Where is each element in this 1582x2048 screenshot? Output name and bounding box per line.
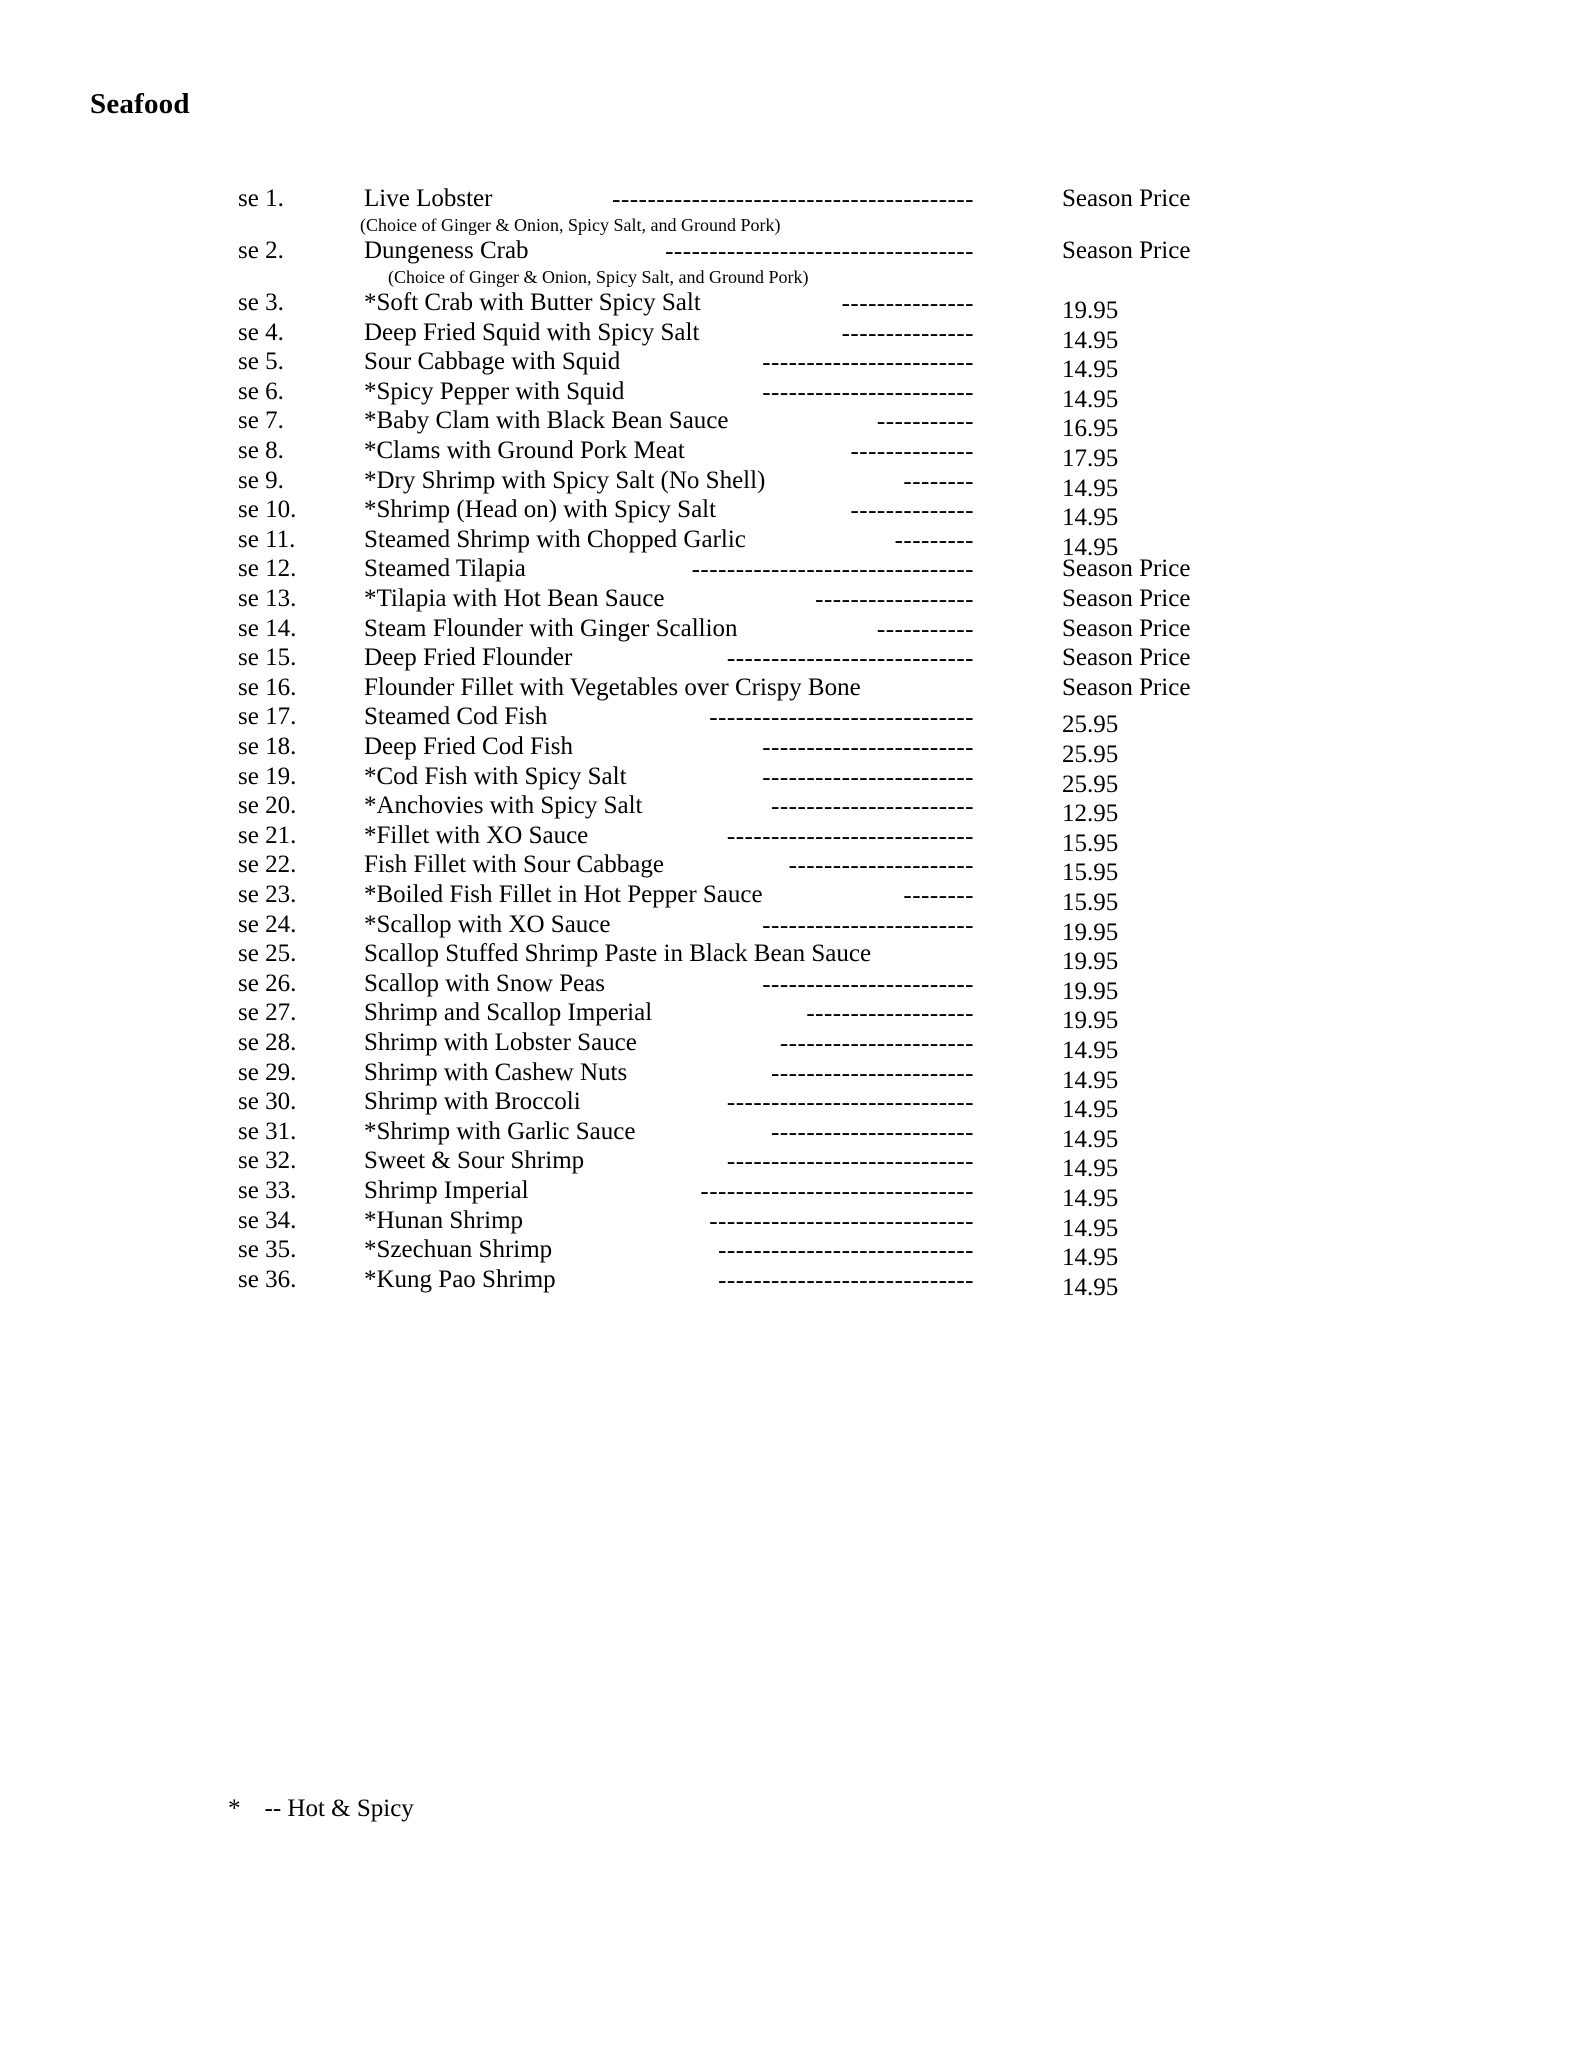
item-code: se 27. (238, 999, 297, 1027)
item-code: se 36. (238, 1265, 297, 1293)
item-name: Sour Cabbage with Squid (364, 348, 621, 376)
item-name: *Shrimp (Head on) with Spicy Salt (364, 496, 717, 524)
item-code: se 4. (238, 318, 284, 346)
item-price: 12.95 (1062, 800, 1119, 828)
item-code: se 19. (238, 762, 297, 790)
item-code: se 12. (238, 555, 297, 583)
leader-dashes: ------------------------ (762, 349, 974, 377)
item-code: se 30. (238, 1088, 297, 1116)
item-code: se 25. (238, 940, 297, 968)
item-price: 19.95 (1062, 977, 1119, 1005)
leader-dashes: ----------------------- (771, 793, 974, 821)
item-price: 14.95 (1062, 1037, 1119, 1064)
item-name: Steam Flounder with Ginger Scallion (364, 614, 738, 642)
item-code: se 11. (238, 525, 296, 553)
item-code: se 22. (238, 851, 297, 879)
leader-dashes: --------------------- (788, 852, 974, 880)
item-price: Season Price (1062, 585, 1191, 612)
item-name: Scallop with Snow Peas (364, 969, 605, 997)
leader-dashes: --------------- (841, 319, 974, 347)
leader-dashes: ----------- (876, 408, 974, 436)
leader-dashes: ------------------------------ (709, 1207, 974, 1235)
item-price: 14.95 (1062, 385, 1119, 413)
item-price: 15.95 (1062, 889, 1119, 916)
item-code: se 6. (238, 377, 284, 405)
item-code: se 32. (238, 1147, 297, 1175)
menu-row (0, 237, 1582, 287)
item-code: se 5. (238, 348, 284, 376)
leader-dashes: ------------------------ (762, 734, 974, 761)
item-name: *Tilapia with Hot Bean Sauce (364, 585, 665, 612)
item-price: 14.95 (1062, 474, 1119, 502)
item-price: 25.95 (1062, 741, 1119, 768)
item-price: 15.95 (1062, 859, 1119, 887)
item-name: Live Lobster (364, 185, 493, 212)
leader-dashes: ---------------------- (779, 1030, 974, 1057)
item-price: Season Price (1062, 185, 1191, 212)
item-price: 14.95 (1062, 1273, 1119, 1301)
leader-dashes: ------------------ (815, 586, 974, 613)
leader-dashes: ---------------------------- (726, 645, 974, 673)
item-price: 25.95 (1062, 711, 1119, 739)
leader-dashes: ---------------------------- (726, 1148, 974, 1176)
leader-dashes: --------------- (841, 290, 974, 317)
item-price: 14.95 (1062, 1066, 1119, 1094)
item-price: Season Price (1062, 673, 1191, 701)
item-code: se 35. (238, 1236, 297, 1264)
item-code: se 15. (238, 644, 297, 672)
leader-dashes: ------------------- (806, 1000, 974, 1028)
item-name: Flounder Fillet with Vegetables over Crispy Bone (364, 673, 861, 701)
item-code: se 1. (238, 185, 284, 212)
footnote (228, 1795, 414, 1823)
item-price: 16.95 (1062, 415, 1119, 443)
item-name: *Kung Pao Shrimp (364, 1265, 556, 1293)
item-code: se 8. (238, 437, 284, 464)
item-code: se 9. (238, 466, 284, 494)
menu-row (0, 1266, 1582, 1304)
item-name: Shrimp and Scallop Imperial (364, 999, 653, 1027)
leader-dashes: --------- (894, 526, 974, 554)
item-price: 14.95 (1062, 1214, 1119, 1242)
item-name: Fish Fillet with Sour Cabbage (364, 851, 664, 879)
item-code: se 20. (238, 792, 297, 820)
leader-dashes: ------------------------ (762, 911, 974, 939)
item-code: se 21. (238, 821, 297, 849)
item-code: se 17. (238, 703, 297, 731)
item-price: 19.95 (1062, 297, 1119, 324)
item-price: Season Price (1062, 644, 1191, 672)
item-name: *Shrimp with Garlic Sauce (364, 1117, 636, 1145)
item-code: se 31. (238, 1117, 297, 1145)
item-price: Season Price (1062, 614, 1191, 642)
leader-dashes: ----------- (876, 615, 974, 643)
leader-dashes: ------------------------ (762, 378, 974, 406)
item-code: se 24. (238, 910, 297, 938)
menu-row (0, 185, 1582, 235)
item-price: 14.95 (1062, 1155, 1119, 1183)
item-name: *Scallop with XO Sauce (364, 910, 611, 938)
item-name: *Baby Clam with Black Bean Sauce (364, 407, 729, 435)
page-title: Seafood (90, 88, 190, 120)
item-price: 19.95 (1062, 948, 1119, 976)
item-price: 25.95 (1062, 770, 1119, 798)
leader-dashes: ----------------------------- (718, 1266, 974, 1294)
item-name: *Spicy Pepper with Squid (364, 377, 625, 405)
item-price: 14.95 (1062, 533, 1119, 561)
leader-dashes: -------- (903, 467, 974, 495)
leader-dashes: -------------- (850, 438, 974, 465)
item-name: Shrimp with Broccoli (364, 1088, 581, 1116)
item-name: *Clams with Ground Pork Meat (364, 437, 685, 464)
hot-spicy-star: * (228, 1795, 241, 1822)
item-price: 14.95 (1062, 326, 1119, 354)
item-name: Shrimp with Cashew Nuts (364, 1058, 628, 1086)
hot-spicy-label: -- Hot & Spicy (264, 1795, 414, 1822)
item-code: se 34. (238, 1206, 297, 1234)
leader-dashes: -------------------------------- (691, 556, 974, 584)
item-name: *Fillet with XO Sauce (364, 821, 589, 849)
item-price: 14.95 (1062, 356, 1119, 384)
item-note: (Choice of Ginger & Onion, Spicy Salt, and Ground Pork) (360, 215, 781, 235)
item-note: (Choice of Ginger & Onion, Spicy Salt, and Ground Pork) (388, 267, 809, 287)
item-name: Deep Fried Cod Fish (364, 733, 574, 760)
item-name: *Anchovies with Spicy Salt (364, 792, 643, 820)
item-code: se 29. (238, 1058, 297, 1086)
item-name: Shrimp Imperial (364, 1177, 529, 1204)
item-price: 14.95 (1062, 1125, 1119, 1153)
item-name: Sweet & Sour Shrimp (364, 1147, 585, 1175)
item-name: Steamed Tilapia (364, 555, 526, 583)
item-name: *Soft Crab with Butter Spicy Salt (364, 289, 701, 316)
item-price: 17.95 (1062, 445, 1119, 472)
item-price: 14.95 (1062, 1244, 1119, 1272)
item-price: 14.95 (1062, 1185, 1119, 1212)
item-price: Season Price (1062, 237, 1191, 264)
leader-dashes: ----------------------- (771, 1059, 974, 1087)
item-code: se 13. (238, 585, 297, 612)
item-name: *Boiled Fish Fillet in Hot Pepper Sauce (364, 881, 763, 908)
leader-dashes: ---------------------------- (726, 1089, 974, 1117)
item-code: se 2. (238, 237, 284, 264)
item-code: se 3. (238, 289, 284, 316)
leader-dashes: ----------------------- (771, 1118, 974, 1146)
item-name: Shrimp with Lobster Sauce (364, 1029, 637, 1056)
item-code: se 16. (238, 673, 297, 701)
item-name: *Szechuan Shrimp (364, 1236, 553, 1264)
item-code: se 28. (238, 1029, 297, 1056)
item-name: Steamed Cod Fish (364, 703, 548, 731)
item-price: 14.95 (1062, 504, 1119, 532)
item-name: *Hunan Shrimp (364, 1206, 524, 1234)
leader-dashes: ------------------------ (762, 970, 974, 998)
leader-dashes: -------- (903, 882, 974, 909)
item-price: 19.95 (1062, 1007, 1119, 1035)
item-code: se 18. (238, 733, 297, 760)
item-name: *Cod Fish with Spicy Salt (364, 762, 627, 790)
leader-dashes: ------------------------ (762, 763, 974, 791)
item-price: 15.95 (1062, 829, 1119, 857)
item-code: se 14. (238, 614, 297, 642)
item-name: Deep Fried Squid with Spicy Salt (364, 318, 700, 346)
item-price: Season Price (1062, 555, 1191, 583)
leader-dashes: ----------------------------------------- (612, 186, 974, 213)
item-code: se 26. (238, 969, 297, 997)
item-price: 14.95 (1062, 1096, 1119, 1124)
item-code: se 10. (238, 496, 297, 524)
item-price: 19.95 (1062, 918, 1119, 946)
item-code: se 33. (238, 1177, 297, 1204)
leader-dashes: ------------------------------ (709, 704, 974, 732)
leader-dashes: ---------------------------- (726, 822, 974, 850)
leader-dashes: ----------------------------------- (665, 238, 974, 265)
leader-dashes: ------------------------------- (700, 1178, 974, 1205)
leader-dashes: -------------- (850, 497, 974, 525)
item-name: Deep Fried Flounder (364, 644, 573, 672)
item-name: Dungeness Crab (364, 237, 529, 264)
item-name: *Dry Shrimp with Spicy Salt (No Shell) (364, 466, 766, 494)
leader-dashes: ----------------------------- (718, 1237, 974, 1265)
item-code: se 7. (238, 407, 284, 435)
item-name: Steamed Shrimp with Chopped Garlic (364, 525, 746, 553)
item-code: se 23. (238, 881, 297, 908)
item-name: Scallop Stuffed Shrimp Paste in Black Bean Sauce (364, 940, 872, 968)
